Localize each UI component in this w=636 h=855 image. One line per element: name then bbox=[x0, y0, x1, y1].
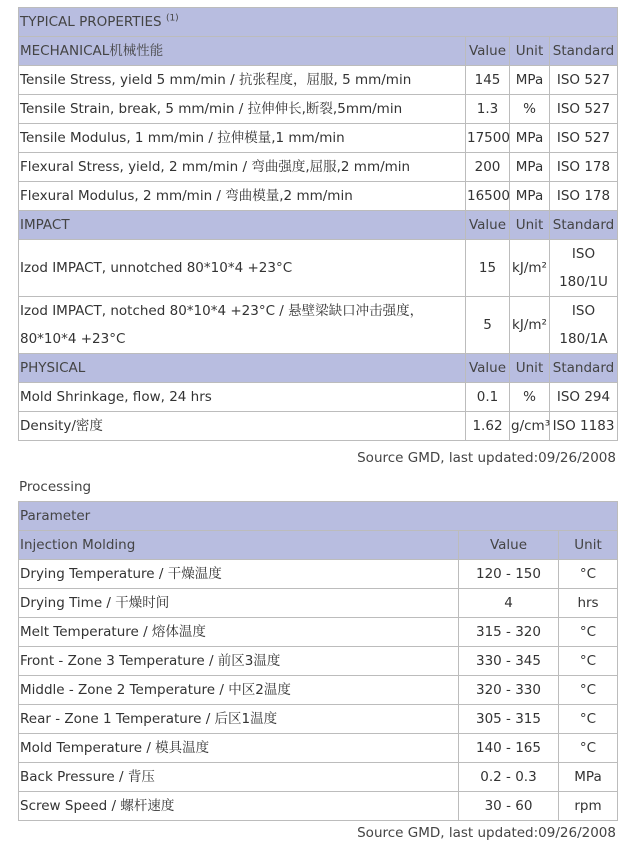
parameter-value: 4 bbox=[459, 589, 559, 618]
properties-title: TYPICAL PROPERTIES $^{(1)}$ bbox=[19, 8, 618, 37]
property-value: 145 bbox=[466, 66, 510, 95]
parameter-value: 330 - 345 bbox=[459, 647, 559, 676]
table-row bbox=[19, 240, 618, 297]
property-unit: % bbox=[510, 95, 550, 124]
property-unit: MPa bbox=[510, 124, 550, 153]
col-value: Value bbox=[459, 531, 559, 560]
table-row bbox=[19, 792, 618, 821]
property-standard: ISO 527 bbox=[550, 124, 618, 153]
table-row bbox=[19, 153, 618, 182]
table-row bbox=[19, 383, 618, 412]
property-unit: kJ/m² bbox=[510, 240, 550, 297]
property-name: Flexural Stress, yield, 2 mm/min / 弯曲强度,屈服,2 mm/min bbox=[19, 153, 466, 182]
parameter-unit: hrs bbox=[559, 589, 618, 618]
parameter-name: Drying Temperature / 干燥温度 bbox=[19, 560, 459, 589]
parameter-unit: °C bbox=[559, 618, 618, 647]
property-standard: ISO 1183 bbox=[550, 412, 618, 441]
parameter-heading: Parameter bbox=[19, 502, 618, 531]
property-value: 16500 bbox=[466, 182, 510, 211]
property-unit: MPa bbox=[510, 153, 550, 182]
parameter-name: Melt Temperature / 熔体温度 bbox=[19, 618, 459, 647]
property-name: Tensile Stress, yield 5 mm/min / 抗张程度，屈服, 5 mm/min bbox=[19, 66, 466, 95]
parameter-unit: °C bbox=[559, 676, 618, 705]
parameter-name: Middle - Zone 2 Temperature / 中区2温度 bbox=[19, 676, 459, 705]
parameter-name: Rear - Zone 1 Temperature / 后区1温度 bbox=[19, 705, 459, 734]
property-value: 5 bbox=[466, 297, 510, 354]
property-name: Izod IMPACT, notched 80*10*4 +23°C / 悬壁梁缺口冲击强度，80*10*4 +23°C bbox=[19, 297, 466, 354]
property-value: 1.62 bbox=[466, 412, 510, 441]
table-row bbox=[19, 705, 618, 734]
col-value: Value bbox=[466, 37, 510, 66]
section-header-injection-molding bbox=[19, 531, 618, 560]
parameter-value: 315 - 320 bbox=[459, 618, 559, 647]
table-row bbox=[19, 763, 618, 792]
table-row bbox=[19, 297, 618, 354]
property-name: Izod IMPACT, unnotched 80*10*4 +23°C bbox=[19, 240, 466, 297]
property-unit: MPa bbox=[510, 182, 550, 211]
property-value: 17500 bbox=[466, 124, 510, 153]
property-name: Density/密度 bbox=[19, 412, 466, 441]
parameter-value: 30 - 60 bbox=[459, 792, 559, 821]
col-standard: Standard bbox=[550, 37, 618, 66]
processing-source-note: Source GMD, last updated:09/26/2008 bbox=[357, 825, 616, 841]
property-name: Mold Shrinkage, flow, 24 hrs bbox=[19, 383, 466, 412]
table-row bbox=[19, 618, 618, 647]
col-unit: Unit bbox=[510, 354, 550, 383]
table-row bbox=[19, 95, 618, 124]
section-header-impact bbox=[19, 211, 618, 240]
properties-source-note: Source GMD, last updated:09/26/2008 bbox=[357, 450, 616, 466]
col-unit: Unit bbox=[559, 531, 618, 560]
property-standard: ISO 527 bbox=[550, 66, 618, 95]
property-unit: % bbox=[510, 383, 550, 412]
property-standard: ISO 527 bbox=[550, 95, 618, 124]
property-unit: kJ/m² bbox=[510, 297, 550, 354]
processing-table bbox=[18, 501, 618, 821]
property-value: 0.1 bbox=[466, 383, 510, 412]
col-standard: Standard bbox=[550, 211, 618, 240]
table-row bbox=[19, 647, 618, 676]
parameter-value: 120 - 150 bbox=[459, 560, 559, 589]
properties-title-row bbox=[19, 8, 618, 37]
property-value: 200 bbox=[466, 153, 510, 182]
table-row bbox=[19, 734, 618, 763]
parameter-value: 320 - 330 bbox=[459, 676, 559, 705]
property-value: 1.3 bbox=[466, 95, 510, 124]
parameter-value: 140 - 165 bbox=[459, 734, 559, 763]
parameter-name: Screw Speed / 螺杆速度 bbox=[19, 792, 459, 821]
parameter-header-row bbox=[19, 502, 618, 531]
property-unit: g/cm³ bbox=[510, 412, 550, 441]
parameter-name: Drying Time / 干燥时间 bbox=[19, 589, 459, 618]
table-row bbox=[19, 124, 618, 153]
property-name: Tensile Strain, break, 5 mm/min / 拉伸伸长,断裂,5mm/min bbox=[19, 95, 466, 124]
parameter-unit: °C bbox=[559, 705, 618, 734]
section-header-physical bbox=[19, 354, 618, 383]
table-row bbox=[19, 560, 618, 589]
parameter-unit: °C bbox=[559, 647, 618, 676]
processing-label: Processing bbox=[19, 479, 92, 495]
section-header-mechanical bbox=[19, 37, 618, 66]
col-unit: Unit bbox=[510, 37, 550, 66]
parameter-unit: °C bbox=[559, 734, 618, 763]
parameter-name: Mold Temperature / 模具温度 bbox=[19, 734, 459, 763]
property-name: Tensile Modulus, 1 mm/min / 拉伸模量,1 mm/min bbox=[19, 124, 466, 153]
section-heading: PHYSICAL bbox=[19, 354, 466, 383]
table-row bbox=[19, 182, 618, 211]
section-heading: Injection Molding bbox=[19, 531, 459, 560]
parameter-name: Back Pressure / 背压 bbox=[19, 763, 459, 792]
parameter-name: Front - Zone 3 Temperature / 前区3温度 bbox=[19, 647, 459, 676]
parameter-unit: rpm bbox=[559, 792, 618, 821]
property-standard: ISO 178 bbox=[550, 153, 618, 182]
col-standard: Standard bbox=[550, 354, 618, 383]
col-unit: Unit bbox=[510, 211, 550, 240]
table-row bbox=[19, 66, 618, 95]
property-standard: ISO 294 bbox=[550, 383, 618, 412]
parameter-value: 305 - 315 bbox=[459, 705, 559, 734]
section-heading: MECHANICAL机械性能 bbox=[19, 37, 466, 66]
properties-table bbox=[18, 7, 618, 441]
property-name: Flexural Modulus, 2 mm/min / 弯曲模量,2 mm/min bbox=[19, 182, 466, 211]
col-value: Value bbox=[466, 354, 510, 383]
property-unit: MPa bbox=[510, 66, 550, 95]
parameter-unit: MPa bbox=[559, 763, 618, 792]
table-row bbox=[19, 676, 618, 705]
table-row bbox=[19, 412, 618, 441]
col-value: Value bbox=[466, 211, 510, 240]
property-standard: ISO 178 bbox=[550, 182, 618, 211]
section-heading: IMPACT bbox=[19, 211, 466, 240]
parameter-value: 0.2 - 0.3 bbox=[459, 763, 559, 792]
table-row bbox=[19, 589, 618, 618]
property-value: 15 bbox=[466, 240, 510, 297]
property-standard: ISO 180/1U bbox=[550, 240, 618, 297]
parameter-unit: °C bbox=[559, 560, 618, 589]
property-standard: ISO 180/1A bbox=[550, 297, 618, 354]
